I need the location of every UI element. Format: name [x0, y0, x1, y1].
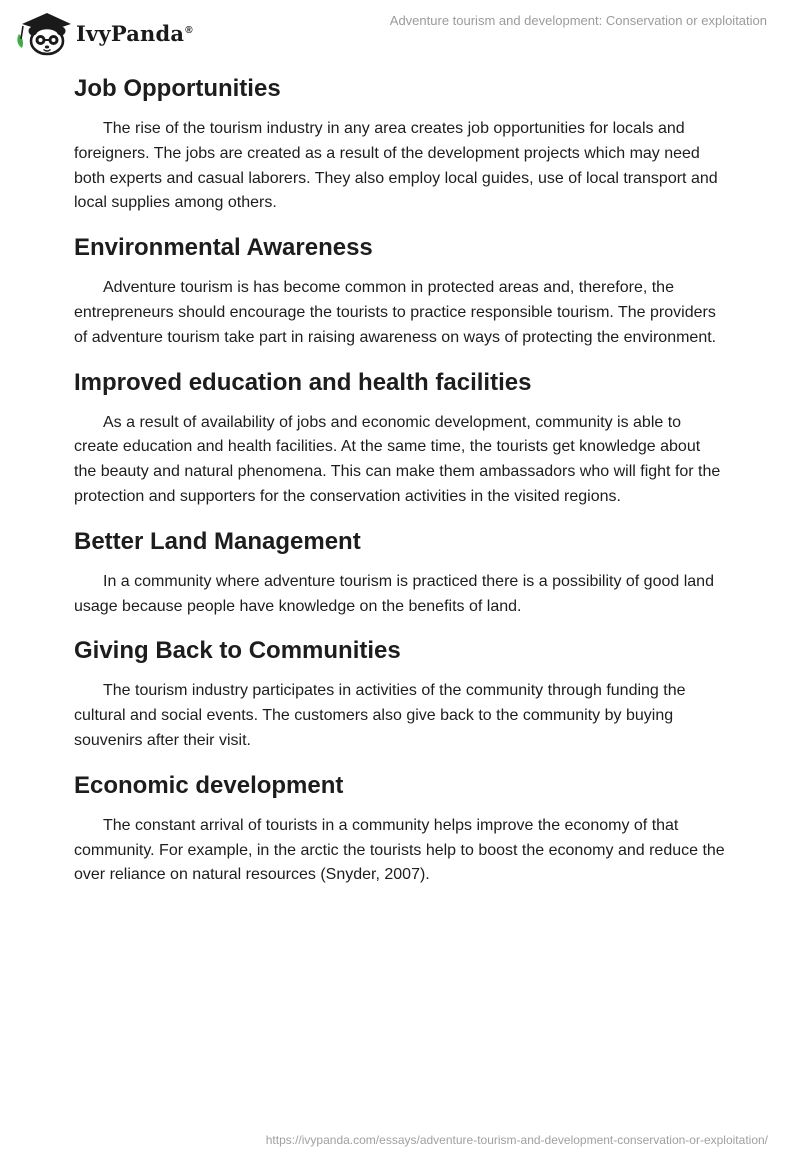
section-paragraph: Adventure tourism is has become common in protected areas and, therefore, the entrepreneurs should encourage the tourists to practice responsible tourism. The providers of adventure tourism take part in raising awareness on ways of protecting the environment. [74, 279, 717, 346]
section-paragraph: In a community where adventure tourism is practiced there is a possibility of good land usage because people have knowledge on the benefits of land. [74, 572, 714, 615]
registered-mark: ® [185, 24, 193, 36]
section-paragraph: As a result of availability of jobs and economic development, community is able to create education and health facilities. At the same time, the tourists get knowledge about the beauty and natural phenomena. This can make them ambassadors who will fight for the protection and supporters for the conservation activities in the visited regions. [74, 413, 721, 505]
page-header [0, 0, 800, 60]
section-heading: Better Land Management [74, 527, 361, 555]
section-land-management [74, 525, 726, 620]
ivypanda-logo[interactable] [15, 8, 193, 56]
brand-name: IvyPanda® [76, 20, 193, 46]
document-title: Adventure tourism and development: Conservation or exploitation [389, 13, 767, 28]
section-heading: Job Opportunities [74, 75, 281, 102]
section-heading: Environmental Awareness [74, 234, 373, 262]
essay-content [74, 72, 726, 888]
section-giving-back [74, 634, 726, 753]
source-url-link[interactable]: https://ivypanda.com/essays/adventure-tourism-and-development-conservation-or-exploitation/ [265, 1133, 768, 1147]
section-paragraph: The rise of the tourism industry in any area creates job opportunities for locals and foreigners. The jobs are created as a result of the development projects which may need both experts and casual laborers. They also employ local guides, use of local transport and local supplies among others. [74, 120, 718, 212]
section-heading: Economic development [74, 771, 344, 799]
section-heading: Giving Back to Communities [74, 637, 401, 665]
section-environmental-awareness [74, 231, 726, 350]
panda-graduate-icon [15, 8, 73, 56]
section-economic-development [74, 769, 726, 888]
section-paragraph: The tourism industry participates in activities of the community through funding the cultural and social events. The customers also give back to the community by buying souvenirs after their visit. [74, 682, 686, 749]
section-education-health [74, 366, 726, 510]
section-heading: Improved education and health facilities [74, 368, 532, 396]
section-paragraph: The constant arrival of tourists in a community helps improve the economy of that community. For example, in the arctic the tourists help to boost the economy and reduce the over reliance on natural resources (Snyder, 2007). [74, 816, 725, 884]
section-job-opportunities [74, 72, 726, 216]
